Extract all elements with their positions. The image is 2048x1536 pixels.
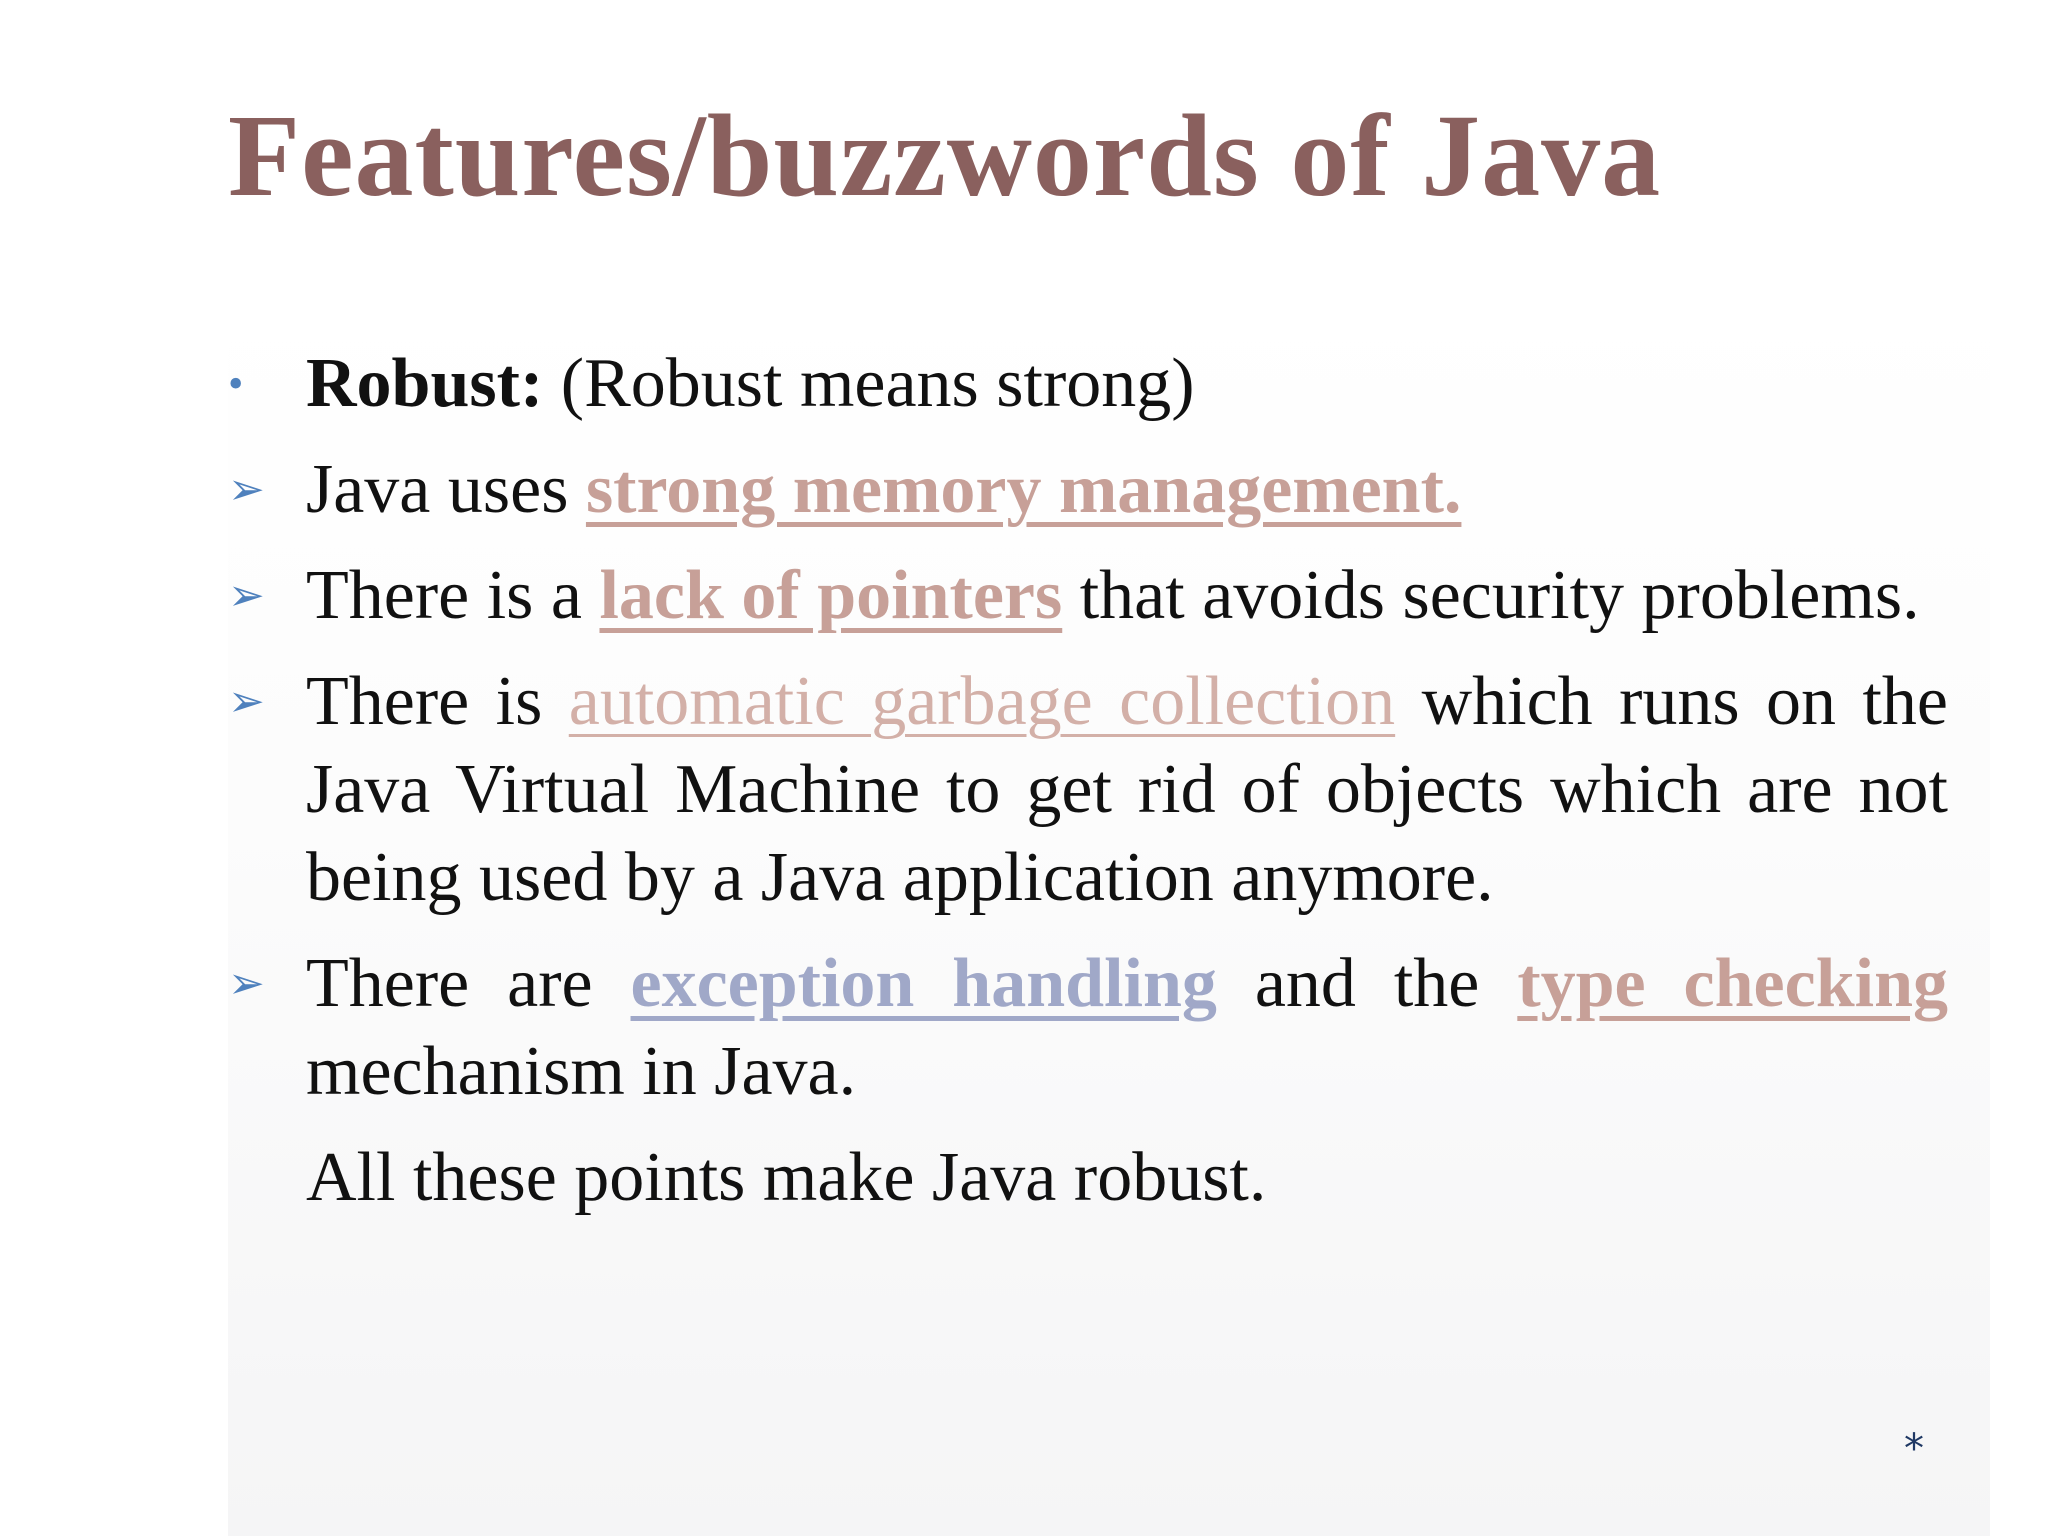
arrow-bullet-icon: ➢ [228, 464, 265, 515]
bullet-exception [228, 940, 1948, 1116]
garbage-collection-link[interactable]: automatic garbage collection [568, 663, 1396, 740]
exception-handling-link[interactable]: exception handling [630, 945, 1217, 1022]
robust-term: Robust: [306, 345, 544, 422]
point4-before: There are [306, 945, 631, 1022]
slide-number: * [1904, 1426, 1924, 1472]
arrow-bullet-icon: ➢ [228, 958, 265, 1009]
point2-after: that avoids security problems. [1062, 557, 1920, 634]
point3-before: There is [306, 663, 569, 740]
dot-bullet-icon: • [228, 359, 244, 408]
conclusion-text: All these points make Java robust. [306, 1139, 1267, 1216]
lack-of-pointers-link[interactable]: lack of pointers [599, 557, 1063, 634]
bullet-text [306, 658, 1948, 922]
bullet-text [306, 446, 1948, 534]
bullet-text [306, 340, 1948, 428]
point4-after: mechanism in Java. [306, 1033, 857, 1110]
conclusion-row [228, 1134, 1948, 1222]
bullet-text [306, 552, 1948, 640]
point3-after: which runs on the Java Virtual Machine to get rid of objects which are not being used by a Java application anymore. [306, 663, 1949, 916]
type-checking-link[interactable]: type checking [1517, 945, 1949, 1022]
bullet-memory [228, 446, 1948, 534]
bullet-robust [228, 340, 1948, 428]
point2-before: There is a [306, 557, 600, 634]
robust-description: (Robust means strong) [560, 345, 1195, 422]
slide-title: Features/buzzwords of Java [228, 90, 1662, 221]
bullet-garbage [228, 658, 1948, 922]
point4-middle: and the [1216, 945, 1518, 1022]
bullet-text [306, 940, 1948, 1116]
slide-body [228, 340, 1948, 1240]
arrow-bullet-icon: ➢ [228, 676, 265, 727]
strong-memory-link[interactable]: strong memory management. [585, 451, 1462, 528]
bullet-pointers [228, 552, 1948, 640]
arrow-bullet-icon: ➢ [228, 570, 265, 621]
point1-before: Java uses [306, 451, 586, 528]
